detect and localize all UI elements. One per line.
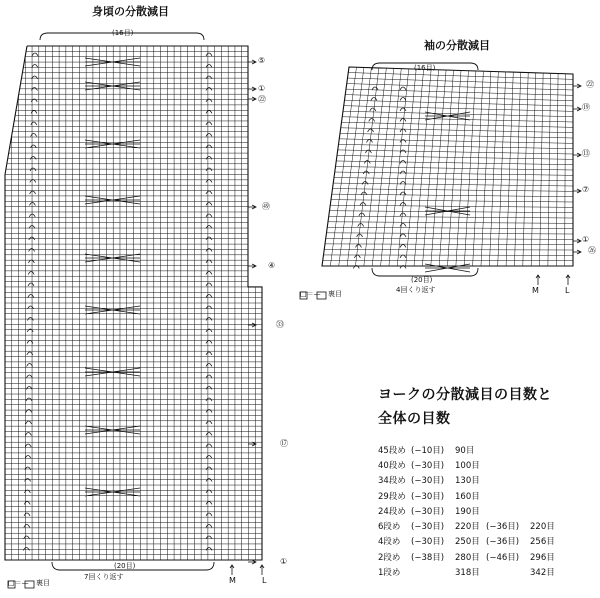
cable-symbol xyxy=(364,161,370,164)
total-a: 100目 xyxy=(455,460,480,471)
cable-symbol xyxy=(206,548,212,551)
cable-symbol xyxy=(25,444,31,447)
cable-symbol xyxy=(24,513,30,516)
cable-symbol xyxy=(206,53,212,56)
sleeve-legend-symbol: □＝— xyxy=(300,290,321,298)
row-arrow xyxy=(573,250,581,254)
sleeve-legend-text: 裏目 xyxy=(328,290,342,298)
row-label: 24段め xyxy=(378,506,406,517)
cable-symbol xyxy=(400,108,406,111)
cable-symbol xyxy=(400,234,406,237)
cable-symbol xyxy=(23,548,29,551)
cable-symbol xyxy=(400,87,406,90)
cable-symbol xyxy=(356,245,362,248)
cable-symbol xyxy=(367,140,373,143)
cable-symbol xyxy=(206,168,212,171)
cable-symbol xyxy=(24,525,30,528)
sleeve-col-mark-l: L xyxy=(565,286,570,295)
decrease-a: (−30目) xyxy=(411,522,445,533)
decrease-a: (−30目) xyxy=(411,491,445,502)
cable-symbol xyxy=(206,352,212,355)
cable-symbol xyxy=(206,111,212,114)
sleeve-row-mark-4: ⑦ xyxy=(582,185,590,194)
cable-symbol xyxy=(32,65,38,68)
cable-symbol xyxy=(206,444,212,447)
total-b: 296目 xyxy=(530,552,555,563)
row-arrow xyxy=(248,442,256,446)
decrease-b: (−36目) xyxy=(486,522,520,533)
cable-symbol xyxy=(400,171,406,174)
total-b: 256目 xyxy=(530,537,555,548)
body-row-mark-5: ④ xyxy=(268,261,276,270)
body-legend-text: 裏目 xyxy=(36,579,50,587)
row-arrow xyxy=(573,239,581,243)
cable-symbol xyxy=(206,157,212,160)
body-row-mark-6: ㉝ xyxy=(276,320,284,329)
cable-symbol xyxy=(25,433,31,436)
table-row xyxy=(378,503,560,518)
total-a: 130目 xyxy=(455,476,480,487)
cable-symbol xyxy=(26,387,32,390)
cable-symbol xyxy=(206,249,212,252)
decrease-motif xyxy=(425,207,470,215)
decrease-a: (−30目) xyxy=(411,460,445,471)
cable-symbol xyxy=(206,283,212,286)
sleeve-col-mark-m: M xyxy=(532,286,539,295)
cable-symbol xyxy=(28,295,34,298)
sleeve-bracket-bottom-label: (20目) xyxy=(411,276,433,284)
body-chart-title: 身頃の分散減目 xyxy=(92,5,169,18)
row-arrow xyxy=(248,97,256,101)
cable-symbol xyxy=(371,98,377,101)
body-col-mark-m: M xyxy=(229,576,236,585)
sleeve-row-mark-1: ㉒ xyxy=(586,80,594,89)
cable-symbol xyxy=(206,387,212,390)
cable-symbol xyxy=(32,53,38,56)
total-b: 220目 xyxy=(530,522,555,533)
row-arrow xyxy=(248,205,256,209)
row-arrow xyxy=(573,153,581,157)
cable-symbol xyxy=(206,364,212,367)
decrease-a: (−30目) xyxy=(411,476,445,487)
decrease-motif xyxy=(85,488,140,496)
row-label: 1段め xyxy=(378,568,401,579)
sleeve-chart-grid xyxy=(322,64,573,266)
decrease-b: (−36目) xyxy=(486,537,520,548)
row-arrow xyxy=(573,107,581,111)
body-row-mark-2: ① xyxy=(258,84,266,93)
table-row xyxy=(378,564,560,579)
cable-symbol xyxy=(206,329,212,332)
cable-symbol xyxy=(370,108,376,111)
col-arrow-m xyxy=(536,275,540,285)
cable-symbol xyxy=(206,134,212,137)
cable-symbol xyxy=(32,76,38,79)
cable-symbol xyxy=(206,421,212,424)
decrease-motif xyxy=(85,196,140,204)
sleeve-row-mark-3: ⑬ xyxy=(582,149,590,158)
total-a: 90目 xyxy=(455,445,475,456)
cable-symbol xyxy=(206,467,212,470)
yoke-heading-line1: ヨークの分散減目の目数と xyxy=(378,387,552,403)
row-label: 40段め xyxy=(378,460,406,471)
cable-symbol xyxy=(206,122,212,125)
cable-symbol xyxy=(30,168,36,171)
cable-symbol xyxy=(28,283,34,286)
cable-symbol xyxy=(30,191,36,194)
row-arrow xyxy=(573,84,581,88)
total-a: 318目 xyxy=(455,568,480,579)
cable-symbol xyxy=(31,134,37,137)
decrease-motif xyxy=(85,368,140,376)
cable-symbol xyxy=(206,502,212,505)
row-arrow xyxy=(248,87,256,91)
table-row xyxy=(378,534,560,549)
body-bracket-top-label: (16目) xyxy=(112,29,134,37)
cable-symbol xyxy=(28,260,34,263)
cable-symbol xyxy=(206,76,212,79)
cable-symbol xyxy=(206,191,212,194)
cable-symbol xyxy=(30,157,36,160)
decrease-b: (−46目) xyxy=(486,552,520,563)
total-a: 160目 xyxy=(455,491,480,502)
sleeve-row-mark-6: ㉖ xyxy=(588,246,596,255)
cable-symbol xyxy=(372,87,378,90)
cable-symbol xyxy=(358,224,364,227)
cable-symbol xyxy=(400,213,406,216)
table-row xyxy=(378,518,560,533)
table-row xyxy=(378,488,560,503)
table-row xyxy=(378,457,560,472)
total-a: 190目 xyxy=(455,506,480,517)
cable-symbol xyxy=(25,467,31,470)
cable-symbol xyxy=(206,203,212,206)
cable-symbol xyxy=(29,203,35,206)
cable-symbol xyxy=(206,260,212,263)
cable-symbol xyxy=(354,255,360,258)
decrease-motif xyxy=(85,58,140,66)
row-label: 6段め xyxy=(378,522,401,533)
cable-symbol xyxy=(206,341,212,344)
cable-symbol xyxy=(206,375,212,378)
cable-symbol xyxy=(31,122,37,125)
body-bracket-bottom-label: (20目) xyxy=(114,562,136,570)
total-a: 250目 xyxy=(455,537,480,548)
cable-symbol xyxy=(357,234,363,237)
cable-symbol xyxy=(400,119,406,122)
sleeve-repeat-note: 4回くり返す xyxy=(396,286,436,294)
body-repeat-note: 7回くり返す xyxy=(84,573,124,581)
row-label: 29段め xyxy=(378,491,406,502)
cable-symbol xyxy=(206,525,212,528)
row-arrow xyxy=(248,60,256,64)
row-arrow xyxy=(573,189,581,193)
cable-symbol xyxy=(206,479,212,482)
cable-symbol xyxy=(206,65,212,68)
row-label: 2段め xyxy=(378,552,401,563)
total-a: 220目 xyxy=(455,522,480,533)
sleeve-bracket-top-label: (16目) xyxy=(414,64,436,72)
body-row-mark-3: ㉒ xyxy=(258,95,266,104)
decrease-a: (−38目) xyxy=(411,552,445,563)
cable-symbol xyxy=(26,375,32,378)
cable-symbol xyxy=(29,249,35,252)
body-row-mark-7: ⑰ xyxy=(280,439,288,448)
sleeve-chart-title: 袖の分散減目 xyxy=(424,39,490,52)
body-row-mark-4: ㊾ xyxy=(262,202,270,211)
row-arrow xyxy=(248,264,256,268)
cable-symbol xyxy=(26,421,32,424)
col-arrow-l xyxy=(566,275,570,285)
body-chart-grid xyxy=(5,46,262,560)
row-label: 4段め xyxy=(378,537,401,548)
col-arrow-m xyxy=(230,565,234,575)
cable-symbol xyxy=(400,129,406,132)
total-a: 280目 xyxy=(455,552,480,563)
decrease-a: (−10目) xyxy=(411,445,445,456)
total-b: 342目 xyxy=(530,568,555,579)
table-row xyxy=(378,473,560,488)
cable-symbol xyxy=(400,255,406,258)
row-label: 45段め xyxy=(378,445,406,456)
cable-symbol xyxy=(400,150,406,153)
decrease-a: (−30目) xyxy=(411,537,445,548)
table-row xyxy=(378,549,560,564)
cable-symbol xyxy=(368,129,374,132)
body-col-mark-l: L xyxy=(262,576,267,585)
cable-symbol xyxy=(206,513,212,516)
sleeve-row-mark-5: ① xyxy=(582,235,590,244)
yoke-heading-line2: 全体の目数 xyxy=(378,411,451,427)
row-arrow xyxy=(248,323,256,327)
cable-symbol xyxy=(27,364,33,367)
yoke-decrease-table xyxy=(378,442,560,580)
body-legend-symbol: □＝— xyxy=(8,579,29,587)
col-arrow-l xyxy=(260,565,264,575)
cable-symbol xyxy=(206,214,212,217)
body-row-mark-8: ① xyxy=(280,557,288,566)
cable-symbol xyxy=(400,98,406,101)
cable-symbol xyxy=(206,433,212,436)
decrease-a: (−30目) xyxy=(411,506,445,517)
cable-symbol xyxy=(206,295,212,298)
cable-symbol xyxy=(206,272,212,275)
decrease-motif xyxy=(425,112,470,120)
table-row xyxy=(378,442,560,457)
sleeve-row-mark-2: ⑲ xyxy=(582,103,590,112)
cable-symbol xyxy=(369,119,375,122)
decrease-motif xyxy=(85,254,140,262)
decrease-motif xyxy=(85,306,140,314)
cable-symbol xyxy=(28,272,34,275)
cable-symbol xyxy=(400,245,406,248)
cable-symbol xyxy=(400,192,406,195)
body-row-mark-1: ⑤ xyxy=(258,56,266,65)
row-arrow xyxy=(248,560,256,564)
row-label: 34段め xyxy=(378,476,406,487)
decrease-motif xyxy=(85,140,140,148)
decrease-motif xyxy=(85,426,140,434)
